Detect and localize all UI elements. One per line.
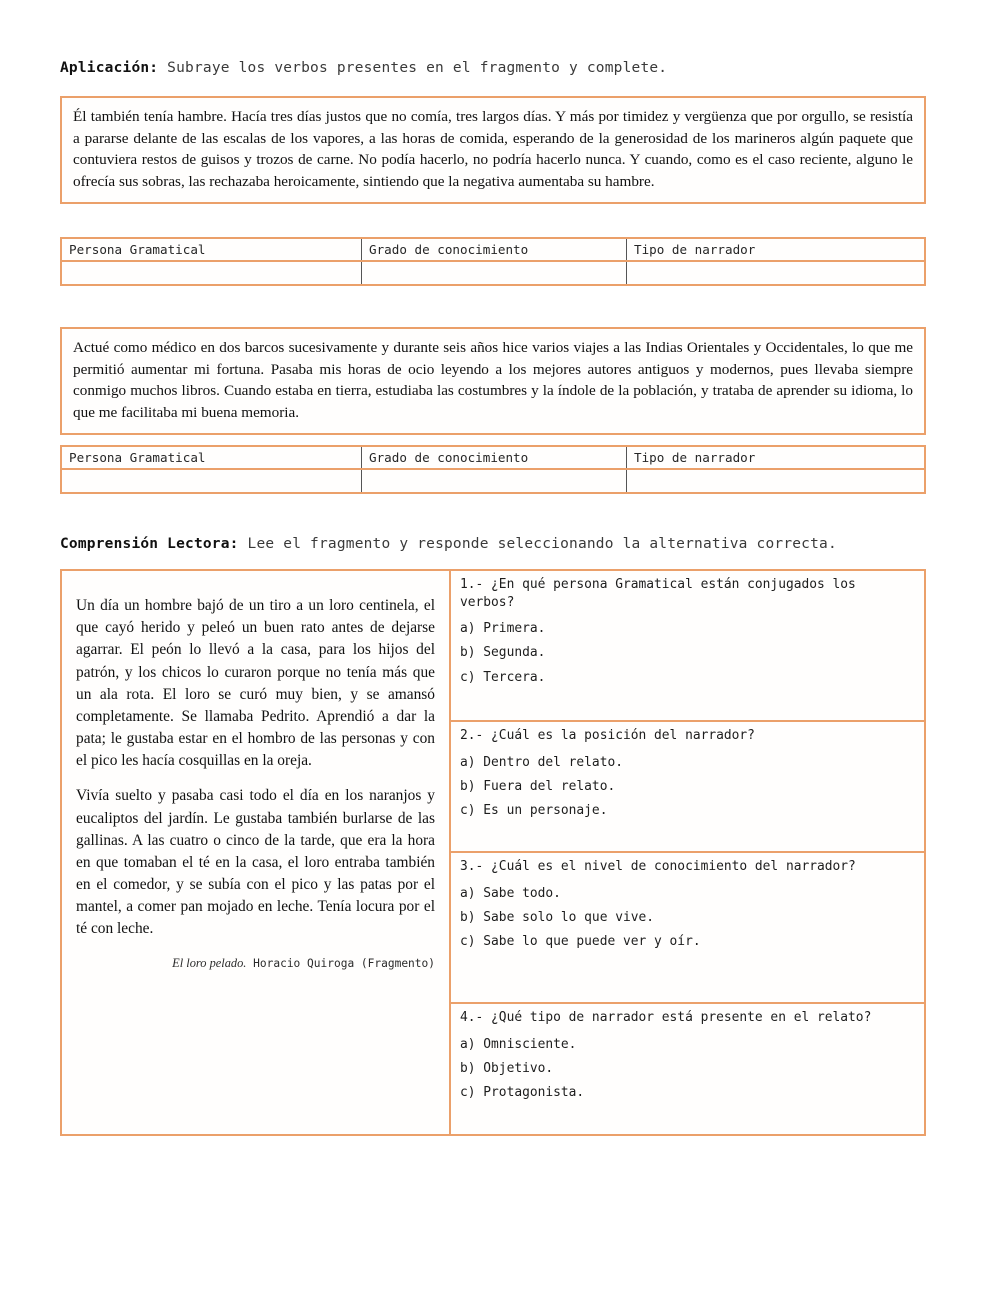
answer-persona-gramatical-2[interactable] — [62, 470, 362, 492]
answer-grado-conocimiento-2[interactable] — [362, 470, 627, 492]
passage-source — [76, 956, 435, 971]
question-4-text: 4.- ¿Qué tipo de narrador está presente en el relato? — [460, 1010, 872, 1025]
comprension-label: Comprensión Lectora: — [60, 536, 239, 552]
fragment-text-1: Él también tenía hambre. Hacía tres días justos que no comía, tres largos días. Y más por timidez y vergüenza que por orgullo, se resistía a pararse delante de las escalas de los vapores, a las horas de comida, esperando de la generosidad de los marineros algún paquete que contuviera restos de guisos y trozos de carne. No podía hacerlo, no podría hacerlo nunca. Y cuando, como es el caso reciente, alguno le ofrecía sus sobras, las rechazaba heroicamente, sintiendo que la negativa aumentaba su hambre. — [73, 108, 913, 190]
aplicacion-instruction — [60, 60, 667, 77]
answer-grado-conocimiento-1[interactable] — [362, 262, 627, 284]
fragment-box-2 — [60, 327, 926, 435]
question-2-option-b[interactable]: b) Fuera del relato. — [460, 778, 616, 794]
question-box-4 — [451, 1004, 924, 1134]
question-box-3 — [451, 853, 924, 1004]
fragment-box-1 — [60, 96, 926, 204]
answer-persona-gramatical-1[interactable] — [62, 262, 362, 284]
question-4-option-c[interactable]: c) Protagonista. — [460, 1085, 585, 1101]
questions-cell — [451, 571, 924, 1134]
question-1-text: 1.- ¿En qué persona Gramatical están conjugados los verbos? — [460, 577, 856, 610]
question-3-option-a[interactable]: a) Sabe todo. — [460, 885, 561, 901]
question-3-text: 3.- ¿Cuál es el nivel de conocimiento del narrador? — [460, 859, 856, 874]
question-3-option-c[interactable]: c) Sabe lo que puede ver y oír. — [460, 934, 701, 950]
header-tipo-narrador: Tipo de narrador — [634, 242, 756, 257]
table-row — [62, 262, 924, 284]
header-grado-conocimiento: Grado de conocimiento — [362, 239, 627, 260]
question-3-option-b[interactable]: b) Sabe solo lo que vive. — [460, 909, 655, 925]
comprehension-grid — [60, 569, 926, 1136]
comprension-instruction — [60, 536, 837, 553]
header-tipo-narrador: Tipo de narrador — [634, 450, 756, 465]
question-4-option-a[interactable]: a) Omnisciente. — [460, 1036, 577, 1052]
comprension-instruction-text: Lee el fragmento y responde seleccionando la alternativa correcta. — [238, 536, 837, 552]
header-persona-gramatical: Persona Gramatical — [62, 239, 362, 260]
passage-paragraph-1: Un día un hombre bajó de un tiro a un loro centinela, el que cayó herido y peleó un buen rato antes de dejarse agarrar. El peón lo llevó a la casa, para los hijos del patrón, y los chicos lo curaron porque no tenía más que un ala rota. El loro se curó muy bien, y se amansó completamente. Se llamaba Pedrito. Aprendió a dar la pata; le gustaba estar en el hombro de las personas y con el pico les hacía cosquillas en la oreja. — [76, 597, 435, 770]
passage-source-title: El loro pelado. — [172, 955, 247, 970]
aplicacion-label: Aplicación: — [60, 60, 159, 76]
question-1-option-b[interactable]: b) Segunda. — [460, 645, 546, 661]
table-header-row — [62, 447, 924, 470]
answer-tipo-narrador-2[interactable] — [627, 470, 924, 492]
table-row — [62, 470, 924, 492]
passage-cell — [62, 571, 451, 1134]
question-1-option-a[interactable]: a) Primera. — [460, 621, 546, 637]
question-box-1 — [451, 571, 924, 722]
question-1-option-c[interactable]: c) Tercera. — [460, 669, 546, 685]
passage-source-author: Horacio Quiroga (Fragmento) — [246, 956, 435, 970]
question-2-option-a[interactable]: a) Dentro del relato. — [460, 754, 623, 770]
question-2-option-c[interactable]: c) Es un personaje. — [460, 803, 608, 819]
narrator-attributes-table-2 — [60, 445, 926, 494]
aplicacion-instruction-text: Subraye los verbos presentes en el fragmento y complete. — [158, 60, 668, 76]
question-box-2 — [451, 722, 924, 853]
question-4-option-b[interactable]: b) Objetivo. — [460, 1060, 554, 1076]
passage-paragraph-2: Vivía suelto y pasaba casi todo el día en los naranjos y eucaliptos del jardín. Le gustaba también burlarse de las gallinas. A las cuatro o cinco de la tarde, que era la hora en que tomaban el té en la casa, el loro entraba también en el comedor, y se subía con el pico y las patas por el mantel, a comer pan mojado en leche. Tenía locura por el té con leche. — [76, 787, 435, 938]
header-grado-conocimiento: Grado de conocimiento — [362, 447, 627, 468]
table-header-row — [62, 239, 924, 262]
header-persona-gramatical: Persona Gramatical — [62, 447, 362, 468]
fragment-text-2: Actué como médico en dos barcos sucesivamente y durante seis años hice varios viajes a las Indias Orientales y Occidentales, lo que me permitió aumentar mi fortuna. Pasaba mis horas de ocio leyendo a los mejores autores antiguos y modernos, pues llevaba siempre conmigo muchos libros. Cuando estaba en tierra, estudiaba las costumbres y la índole de la población, y trataba de aprender su idioma, lo que me facilitaba mi buena memoria. — [73, 339, 913, 421]
answer-tipo-narrador-1[interactable] — [627, 262, 924, 284]
question-2-text: 2.- ¿Cuál es la posición del narrador? — [460, 728, 755, 743]
narrator-attributes-table-1 — [60, 237, 926, 286]
